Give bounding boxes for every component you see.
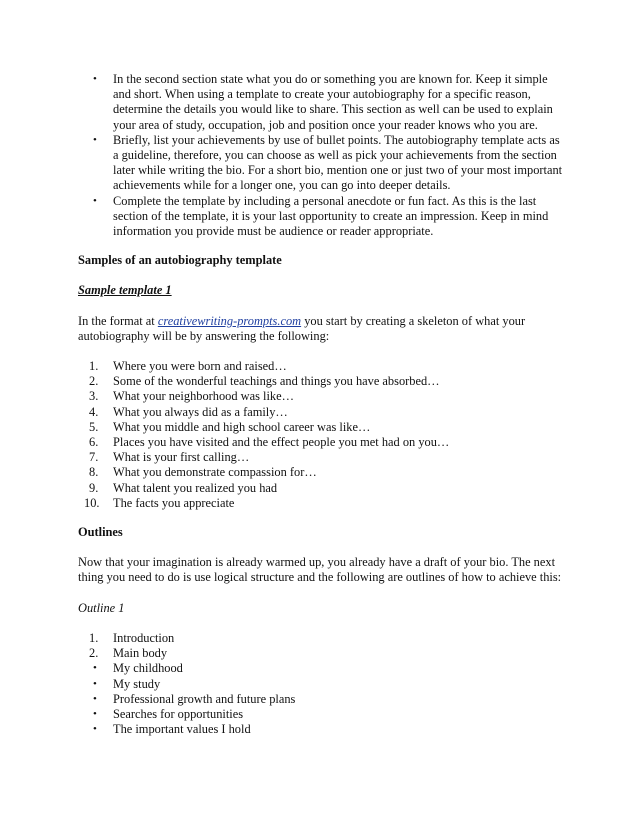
- item-number: 5.: [89, 419, 99, 434]
- intro-text-after-link: you start by creating a skeleton of what your autobiography will be by answering the following:: [78, 313, 526, 343]
- item-text: What you middle and high school career was like…: [113, 419, 371, 434]
- bullet-text: In the second section state what you do or something you are known for. Keep it simple and short. When using a template to create your autobiography for a specific reason, determine the details you would like to share. This section as well can be used to explain your area of study, occupation, job and position once your reader knows who you are.: [113, 72, 553, 132]
- item-number: 2.: [89, 374, 99, 389]
- item-number: 8.: [89, 465, 99, 480]
- list-item: [78, 496, 568, 511]
- list-item: [78, 677, 568, 692]
- item-number: 10.: [84, 495, 100, 510]
- list-item: [78, 646, 568, 661]
- list-item: [78, 405, 568, 420]
- item-number: 7.: [89, 450, 99, 465]
- list-item: [78, 389, 568, 404]
- item-number: 1.: [89, 359, 99, 374]
- bullet-text: Briefly, list your achievements by use of bullet points. The autobiography template acts as a guideline, therefore, you can choose as well as pick your achievements from the section later while writing the bio. For a short bio, mention one or just two of your most important achievements while for a longer one, you can go into deeper details.: [113, 132, 563, 193]
- item-text: Places you have visited and the effect people you met had on you…: [113, 435, 450, 450]
- creativewriting-prompts-link[interactable]: creativewriting-prompts.com: [157, 313, 302, 328]
- bullet-icon: •: [93, 73, 97, 85]
- page-content: [78, 72, 568, 737]
- bullet-icon: •: [93, 692, 97, 705]
- item-number: 3.: [89, 389, 99, 404]
- bullet-icon: •: [93, 194, 97, 207]
- bullet-text: Complete the template by including a personal anecdote or fun fact. As this is the last section of the template, it is your last opportunity to create an impression. Keep in mind information you provide must be audience or reader appropriate.: [113, 193, 549, 239]
- item-text: What is your first calling…: [113, 450, 250, 465]
- list-item: [78, 631, 568, 646]
- sample-intro-paragraph: [78, 314, 568, 344]
- list-item: [78, 481, 568, 496]
- list-item: [78, 435, 568, 450]
- bullet-text: The important values I hold: [113, 722, 251, 737]
- item-text: Introduction: [113, 630, 175, 645]
- bullet-text: Professional growth and future plans: [113, 691, 296, 706]
- list-item: [78, 692, 568, 707]
- intro-bullet-list: [78, 72, 568, 239]
- bullet-icon: •: [93, 707, 97, 720]
- outline-1-heading: Outline 1: [78, 600, 125, 615]
- intro-text-before-link: In the format at: [78, 313, 158, 328]
- list-item: [78, 374, 568, 389]
- item-number: 9.: [89, 480, 99, 495]
- list-item: [78, 707, 568, 722]
- list-item: [78, 133, 568, 194]
- outlines-paragraph: Now that your imagination is already warmed up, you already have a draft of your bio. The next thing you need to do is use logical structure and the following are outlines of how to achieve this:: [78, 555, 562, 585]
- list-item: [78, 194, 568, 240]
- list-item: [78, 359, 568, 374]
- item-text: What talent you realized you had: [113, 480, 278, 495]
- item-number: 4.: [89, 404, 99, 419]
- list-item: [78, 722, 568, 737]
- outlines-heading: Outlines: [78, 525, 123, 540]
- list-item: [78, 661, 568, 676]
- bullet-icon: •: [93, 723, 97, 736]
- outline-1-bullet-list: [78, 661, 568, 737]
- item-number: 6.: [89, 435, 99, 450]
- list-item: [78, 72, 568, 133]
- item-text: Where you were born and raised…: [113, 359, 287, 374]
- outline-1-numbered-list: [78, 631, 568, 661]
- item-text: Main body: [113, 646, 168, 661]
- list-item: [78, 465, 568, 480]
- item-text: What you always did as a family…: [113, 404, 288, 419]
- bullet-text: My study: [113, 676, 161, 691]
- bullet-icon: •: [93, 662, 97, 675]
- list-item: [78, 450, 568, 465]
- item-text: What you demonstrate compassion for…: [113, 465, 317, 480]
- bullet-text: My childhood: [113, 661, 183, 676]
- bullet-text: Searches for opportunities: [113, 706, 244, 721]
- bullet-icon: •: [93, 677, 97, 690]
- item-number: 2.: [89, 646, 99, 661]
- item-text: The facts you appreciate: [113, 495, 235, 510]
- samples-heading: Samples of an autobiography template: [78, 253, 282, 268]
- list-item: [78, 420, 568, 435]
- item-text: What your neighborhood was like…: [113, 389, 295, 404]
- sample-template-1-heading: Sample template 1: [78, 283, 172, 298]
- bullet-icon: •: [93, 133, 97, 146]
- item-number: 1.: [89, 630, 99, 645]
- item-text: Some of the wonderful teachings and things you have absorbed…: [113, 374, 440, 389]
- questions-numbered-list: [78, 359, 568, 511]
